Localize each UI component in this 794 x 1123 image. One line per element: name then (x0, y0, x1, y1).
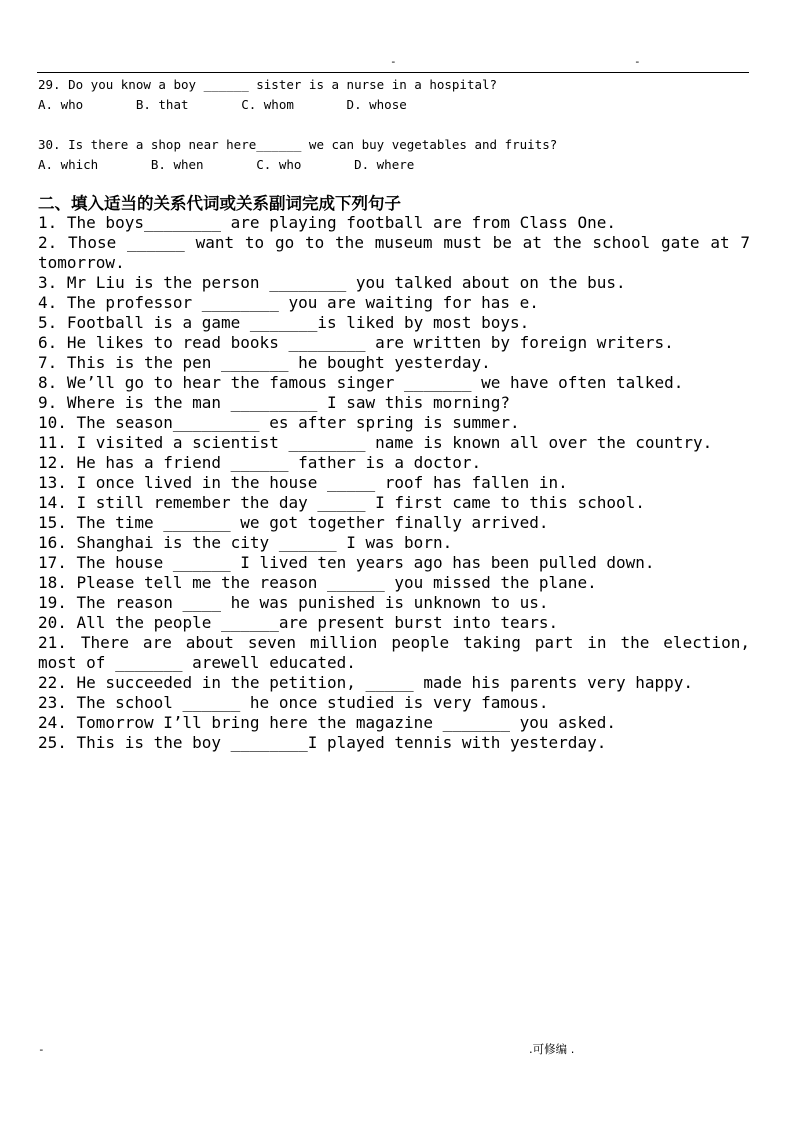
header-dot-right: - (634, 55, 641, 68)
question-29-options: A. who B. that C. whom D. whose (38, 97, 407, 112)
list-item: 22. He succeeded in the petition, _____ made his parents very happy. (38, 673, 694, 692)
section-title: 二、填入适当的关系代词或关系副词完成下列句子 (38, 194, 401, 213)
list-item: 21. There are about seven million people taking part in the election, most of _______ arewell educated. (38, 633, 750, 672)
list-item: 19. The reason ____ he was punished is unknown to us. (38, 593, 549, 612)
list-item: 12. He has a friend ______ father is a doctor. (38, 453, 482, 472)
list-item: 24. Tomorrow I’ll bring here the magazine _______ you asked. (38, 713, 616, 732)
list-item: 8. We’ll go to hear the famous singer _______ we have often talked. (38, 373, 684, 392)
header-dot-left: - (390, 55, 397, 68)
question-30: 30. Is there a shop near here______ we can buy vegetables and fruits? (38, 137, 558, 152)
list-item: 6. He likes to read books ________ are written by foreign writers. (38, 333, 674, 352)
footer-text: .可修编 . (529, 1042, 575, 1056)
list-item: 17. The house ______ I lived ten years ago has been pulled down. (38, 553, 655, 572)
exercise-list (38, 213, 750, 753)
list-item: 25. This is the boy ________I played tennis with yesterday. (38, 733, 607, 752)
list-item: 23. The school ______ he once studied is very famous. (38, 693, 549, 712)
footer-dot: - (38, 1043, 45, 1056)
list-item: 16. Shanghai is the city ______ I was born. (38, 533, 453, 552)
list-item: 11. I visited a scientist ________ name is known all over the country. (38, 433, 713, 452)
list-item: 5. Football is a game _______is liked by most boys. (38, 313, 530, 332)
list-item: 10. The season_________ es after spring is summer. (38, 413, 520, 432)
list-item: 1. The boys________ are playing football are from Class One. (38, 213, 616, 232)
list-item: 3. Mr Liu is the person ________ you talked about on the bus. (38, 273, 626, 292)
list-item: 7. This is the pen _______ he bought yesterday. (38, 353, 491, 372)
list-item: 4. The professor ________ you are waiting for has e. (38, 293, 539, 312)
list-item: 20. All the people ______are present burst into tears. (38, 613, 559, 632)
list-item: 14. I still remember the day _____ I first came to this school. (38, 493, 645, 512)
list-item: 13. I once lived in the house _____ roof has fallen in. (38, 473, 568, 492)
list-item: 9. Where is the man _________ I saw this morning? (38, 393, 511, 412)
header-rule (37, 72, 749, 73)
question-30-options: A. which B. when C. who D. where (38, 157, 415, 172)
list-item: 2. Those ______ want to go to the museum must be at the school gate at 7 tomorrow. (38, 233, 750, 272)
question-29: 29. Do you know a boy ______ sister is a nurse in a hospital? (38, 77, 498, 92)
list-item: 18. Please tell me the reason ______ you missed the plane. (38, 573, 597, 592)
list-item: 15. The time _______ we got together finally arrived. (38, 513, 549, 532)
